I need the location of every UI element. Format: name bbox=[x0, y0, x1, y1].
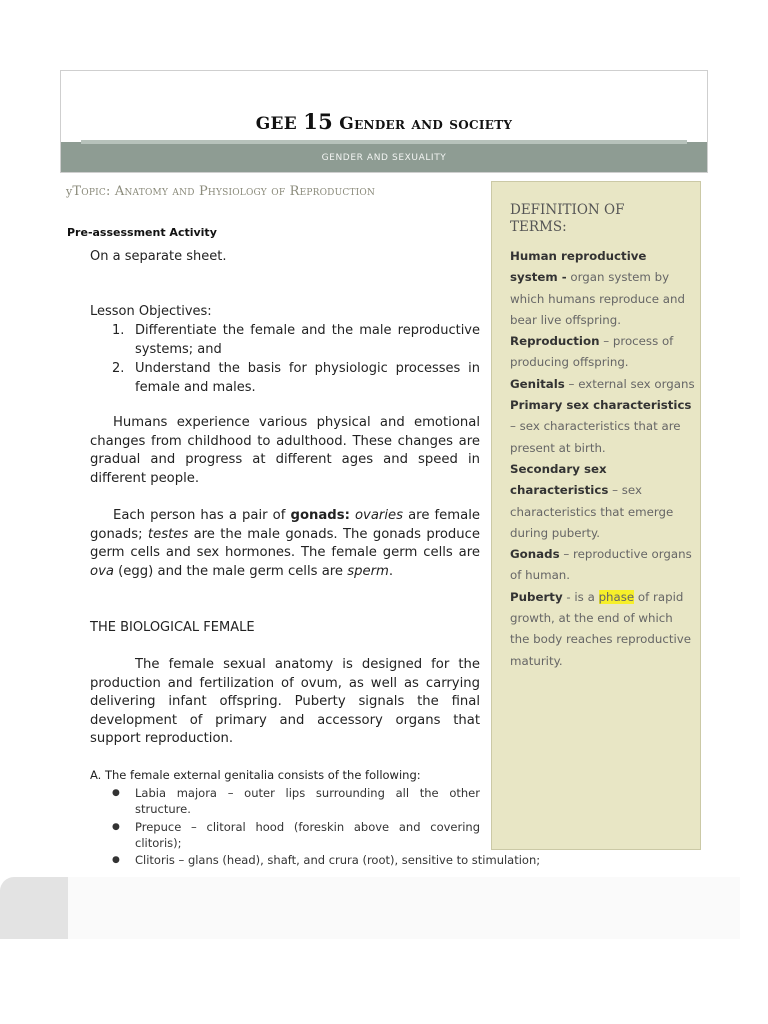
objectives-title: Lesson Objectives: bbox=[90, 304, 212, 319]
header-band bbox=[61, 142, 707, 172]
sidebar-title: DEFINITION OF TERMS: bbox=[510, 202, 625, 235]
bullet-icon: ● bbox=[112, 822, 120, 832]
header-subtitle: GENDER AND SEXUALITY bbox=[321, 153, 447, 163]
list-item: ● Labia majora – outer lips surrounding all the other structure. bbox=[112, 786, 480, 816]
gonads-paragraph: Each person has a pair of gonads: ovaries are female gonads; testes are the male gonads. The gonads produce germ cells and sex hormones. The female germ cells are ova (egg) and the male germ cells are sperm. bbox=[90, 508, 480, 579]
definition-list: Human reproductive system - organ system by which humans reproduce and bear live offspring. Reproduction – process of producing offspring. Genitals – external sex organs Primary sex characteristics – sex characteristics that are present at birth. Secondary sex characteristics – sex characteristics that emerge during puberty. Gonads – reproductive organs of human. Puberty - is a phase of rapid growth, at the end of which the body reaches reproductive maturity. bbox=[510, 249, 695, 668]
list-item: ● Clitoris – glans (head), shaft, and crura (root), sensitive to stimulation; bbox=[112, 853, 541, 867]
bullet-icon: ● bbox=[112, 855, 120, 865]
course-title: GEE 15 Gender and society bbox=[255, 109, 513, 134]
objective-item: 2. Understand the basis for physiologic processes in female and males. bbox=[112, 361, 480, 395]
band-ghost-text bbox=[81, 140, 687, 144]
bullet-icon: ● bbox=[112, 788, 120, 798]
definition-sidebar bbox=[491, 181, 701, 850]
pre-assessment-text: On a separate sheet. bbox=[90, 249, 227, 264]
list-item: ● Prepuce – clitoral hood (foreskin above and covering clitoris); bbox=[112, 820, 480, 850]
footer-corner bbox=[0, 877, 68, 939]
intro-paragraph: Humans experience various physical and emotional changes from childhood to adulthood. These changes are gradual and progress at different ages and speed in different people. bbox=[90, 415, 480, 486]
section-heading: THE BIOLOGICAL FEMALE bbox=[90, 620, 255, 635]
pre-assessment-title: Pre-assessment Activity bbox=[67, 226, 217, 239]
objective-item: 1. Differentiate the female and the male reproductive systems; and bbox=[112, 323, 480, 357]
footer-strip bbox=[68, 877, 740, 939]
topic-heading: yTopic: Anatomy and Physiology of Reproduction bbox=[66, 184, 376, 199]
female-anatomy-paragraph: The female sexual anatomy is designed for the production and fertilization of ovum, as well as carrying delivering infant offspring. Puberty signals the final development of primary and accessory organs that support reproduction. bbox=[90, 657, 480, 746]
document-header bbox=[60, 70, 708, 173]
list-intro: A. The female external genitalia consists of the following: bbox=[90, 768, 421, 782]
highlighted-word: phase bbox=[598, 589, 635, 604]
